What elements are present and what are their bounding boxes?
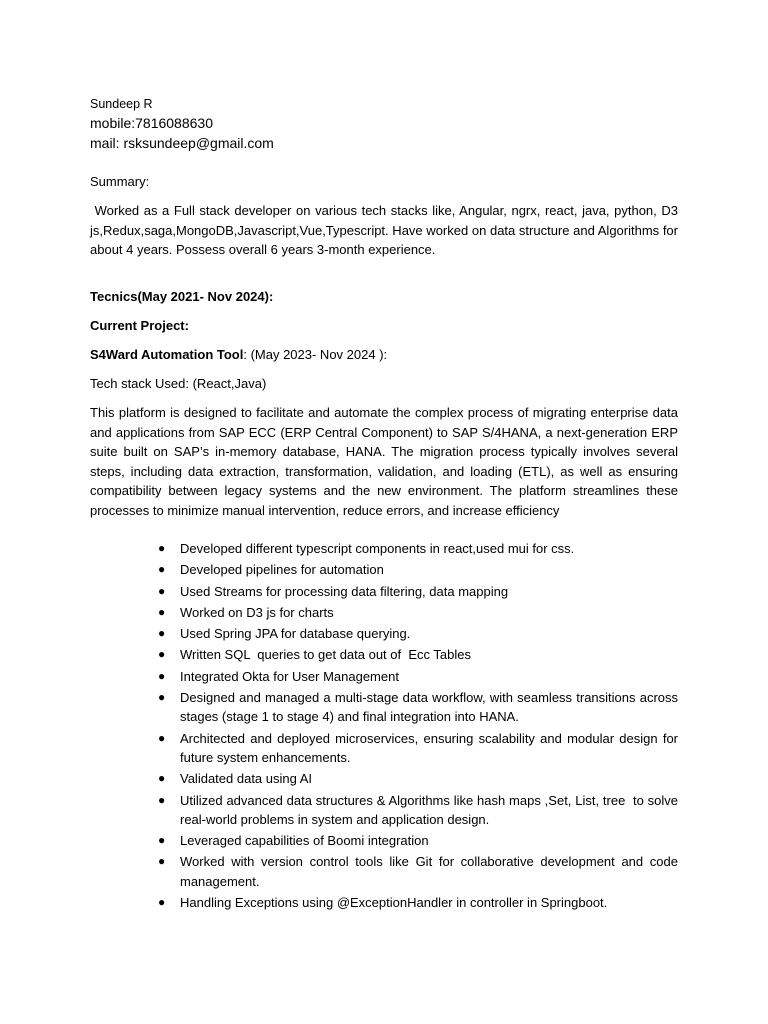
project-title (90, 347, 387, 362)
list-item: ● Designed and managed a multi-stage data workflow, with seamless transitions across stages (stage 1 to stage 4) and final integration into HANA. (158, 690, 678, 725)
list-item: ● Used Spring JPA for database querying. (0, 624, 678, 643)
list-item: ● Written SQL queries to get data out of Ecc Tables (0, 645, 678, 664)
list-item: ● Developed different typescript components in react,used mui for css. (0, 539, 678, 558)
bullet-icon: ● (158, 895, 166, 910)
list-item: ● Worked on D3 js for charts (0, 603, 678, 622)
responsibilities-list (0, 539, 768, 914)
project-name: S4Ward Automation Tool (90, 347, 244, 362)
bullet-icon: ● (158, 647, 166, 662)
bullet-icon: ● (158, 541, 166, 555)
bullet-icon: ● (158, 668, 166, 683)
bullet-icon: ● (158, 583, 166, 598)
bullet-icon: ● (158, 690, 166, 705)
email-address: mail: rsksundeep@gmail.com (90, 135, 274, 151)
project-period: : (May 2023- Nov 2024 ): (243, 347, 388, 362)
candidate-name: Sundeep R (90, 97, 153, 111)
bullet-icon: ● (158, 730, 166, 745)
list-item: ● Used Streams for processing data filtering, data mapping (0, 582, 678, 601)
bullet-icon: ● (158, 854, 166, 869)
list-item: ● Developed pipelines for automation (0, 560, 678, 579)
list-item: ● Worked with version control tools like Git for collaborative development and code management. (158, 854, 678, 889)
bullet-icon: ● (158, 604, 166, 619)
list-item: ● Utilized advanced data structures & Algorithms like hash maps ,Set, List, tree to solve real-world problems in system and application design. (158, 792, 682, 827)
bullet-icon: ● (158, 626, 166, 641)
company-heading: Tecnics(May 2021- Nov 2024): (90, 289, 274, 304)
list-item: ● Validated data using AI (0, 769, 678, 788)
list-item: ● Handling Exceptions using @ExceptionHandler in controller in Springboot. (0, 893, 678, 912)
mobile-number: mobile:7816088630 (90, 115, 213, 131)
project-description: This platform is designed to facilitate and automate the complex process of migrating enterprise data and applications from SAP ECC (ERP Central Component) to SAP S/4HANA, a next-generation ERP suite built on SAP’s in-memory database, HANA. The migration process typically involves several steps, including data extraction, transformation, validation, and loading (ETL), as well as ensuring compatibility between legacy systems and the new environment. The platform streamlines these processes to minimize manual intervention, reduce errors, and increase efficiency (90, 405, 678, 518)
list-item: ● Integrated Okta for User Management (0, 667, 678, 686)
list-item: ● Leveraged capabilities of Boomi integration (0, 831, 678, 850)
summary-text: Worked as a Full stack developer on various tech stacks like, Angular, ngrx, react, java, python, D3 js,Redux,saga,MongoDB,Javascript,Vue,Typescript. Have worked on data structure and Algorithms for about 4 years. Possess overall 6 years 3-month experience. (90, 203, 682, 257)
summary-heading: Summary: (90, 174, 150, 189)
bullet-icon: ● (158, 771, 166, 786)
list-item: ● Architected and deployed microservices, ensuring scalability and modular design for future system enhancements. (158, 730, 678, 765)
bullet-icon: ● (158, 833, 166, 848)
bullet-icon: ● (158, 792, 166, 807)
tech-stack: Tech stack Used: (React,Java) (90, 376, 267, 391)
bullet-icon: ● (158, 562, 166, 577)
current-project-label: Current Project: (90, 318, 189, 333)
